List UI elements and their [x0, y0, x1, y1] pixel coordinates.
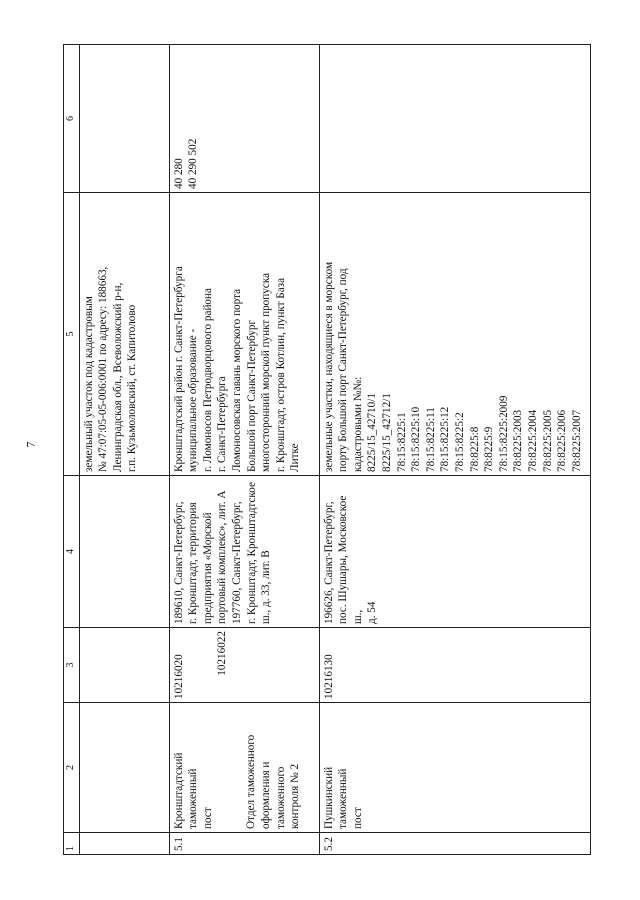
cadastral-number: 78:8225:2007 — [570, 409, 583, 472]
cadastral-number: 78:8225:2004 — [526, 409, 539, 472]
address-line: 189610, Санкт-Петербург, — [172, 501, 185, 624]
post-name-cell — [169, 703, 319, 833]
description-line: Ломоносовская гавань морского порта — [230, 288, 243, 472]
post-name-line: Кронштадтский таможенный — [172, 752, 200, 829]
row-number-cell: 5.2 — [319, 833, 590, 855]
cadastral-number: 78:8225:8 — [468, 426, 481, 472]
description-line: г.п. Кузьмоловский, ст. Капитолово — [126, 304, 139, 472]
header-cell: 3 — [64, 628, 80, 703]
description-cell — [79, 193, 169, 476]
address-line: ш., д. 33, лит. В — [260, 550, 273, 624]
description-line: г. Санкт-Петербурга — [216, 376, 229, 472]
description-line: кадастровыми №№: — [351, 376, 364, 472]
address-line: портовый комплекс», лит. А — [216, 490, 229, 624]
department-code: 10216022 — [216, 631, 229, 676]
description-line: земельные участки, находящиеся в морском — [322, 261, 335, 472]
header-cell: 5 — [64, 193, 80, 476]
cadastral-number: 8225/15_42710/1 — [366, 393, 379, 472]
cadastral-number: 78:15:8225:10 — [410, 406, 423, 472]
header-cell: 4 — [64, 476, 80, 628]
post-code: 10216130 — [322, 654, 335, 699]
post-name-cell — [79, 703, 169, 833]
code-cell — [169, 628, 319, 703]
description-line: Литке — [289, 443, 302, 472]
address-line: г. Кронштадт, территория — [187, 502, 200, 624]
extra-cell — [169, 45, 319, 193]
cadastral-number: 78:15:8225:11 — [424, 407, 437, 472]
department-name-line: контроля № 2 — [289, 763, 302, 829]
post-code: 10216020 — [172, 654, 185, 699]
post-name-line: Пушкинский таможенный — [322, 766, 350, 829]
description-line: Кронштадтский район г. Санкт-Петербурга — [172, 266, 185, 472]
code-cell — [319, 628, 590, 703]
cadastral-number: 8225/15_42712/1 — [380, 393, 393, 472]
cadastral-number: 78:15:8225:12 — [439, 406, 452, 472]
code-cell — [79, 628, 169, 703]
page-number: 7 — [23, 441, 38, 448]
address-line: 196626, Санкт-Петербург, — [322, 501, 335, 624]
description-line: муниципальное образование - — [187, 328, 200, 472]
description-line: земельный участок под кадастровым — [82, 296, 95, 472]
cadastral-number: 78:8225:2005 — [541, 409, 554, 472]
address-line: 197760, Санкт-Петербург, — [230, 501, 243, 624]
address-line: г. Кронштадт, Кронштадтское — [245, 482, 258, 624]
description-cell — [169, 193, 319, 476]
description-line: Ленинградская обл., Всеволожский р-н, — [111, 282, 124, 472]
table-row — [169, 45, 319, 855]
post-name-cell — [319, 703, 590, 833]
header-cell: 2 — [64, 703, 80, 833]
address-line: д. 54 — [366, 601, 379, 624]
description-cell — [319, 193, 590, 476]
address-line: предприятия «Морской — [201, 512, 214, 624]
cadastral-number: 78:8225:9 — [483, 426, 496, 472]
description-line: Большой порт Санкт-Петербург — [245, 319, 258, 472]
header-cell: 1 — [64, 833, 80, 855]
row-number-cell — [79, 833, 169, 855]
cadastral-number: 78:15:8225:2009 — [497, 395, 510, 472]
description-line: порту Большой порт Санкт-Петербург, под — [337, 268, 350, 472]
post-name-line: пост — [201, 807, 214, 829]
cadastral-number: 78:15:8225:2 — [453, 412, 466, 472]
extra-cell — [319, 45, 590, 193]
description-line: г. Кронштадт, остров Котлин, пункт База — [274, 277, 287, 472]
department-name-line: оформления и таможенного — [259, 761, 287, 829]
description-line: г. Ломоносов Петродворцового района — [201, 288, 214, 472]
post-name-line: пост — [351, 807, 364, 829]
description-line: № 47:07:05-05-006:0001 по адресу: 188663, — [97, 266, 110, 472]
header-row — [64, 45, 80, 855]
cadastral-number: 78:8225:2006 — [556, 409, 569, 472]
cadastral-number: 78:15:8225:1 — [395, 412, 408, 472]
cadastral-number: 78:8225:2003 — [512, 409, 525, 472]
customs-posts-table — [63, 44, 591, 855]
address-cell — [79, 476, 169, 628]
header-cell: 6 — [64, 45, 80, 193]
extra-cell — [79, 45, 169, 193]
row-number-cell: 5.1 — [169, 833, 319, 855]
table-row — [79, 45, 169, 855]
extra-code-line: 40 290 502 — [187, 138, 200, 189]
address-cell — [319, 476, 590, 628]
rotated-table-sheet — [63, 45, 591, 855]
address-line: пос. Шушары, Московское ш., — [337, 495, 364, 624]
description-line: многосторонний морской пункт пропуска — [260, 272, 273, 472]
extra-code-line: 40 280 — [172, 158, 185, 189]
table-row — [319, 45, 590, 855]
address-cell — [169, 476, 319, 628]
department-name-line: Отдел таможенного — [245, 734, 258, 829]
